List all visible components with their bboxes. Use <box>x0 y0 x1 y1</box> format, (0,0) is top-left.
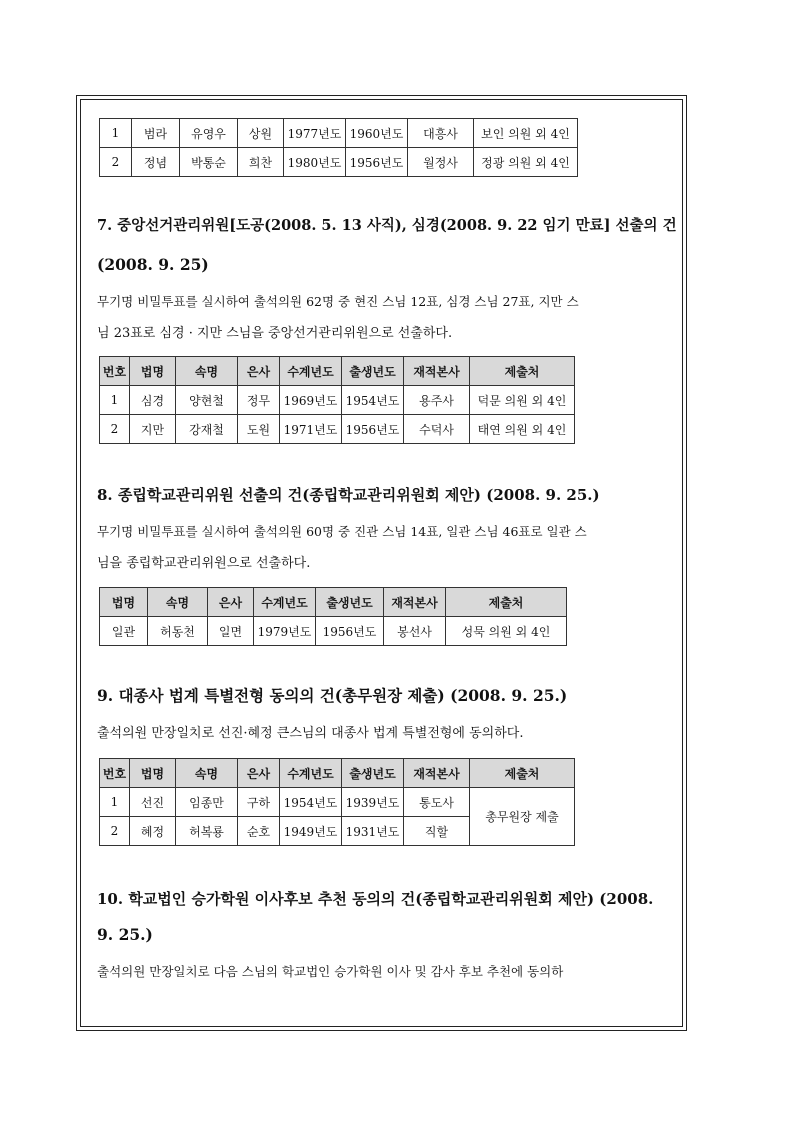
column-header: 법명 <box>130 357 176 386</box>
cell: 1931년도 <box>342 817 404 846</box>
column-header: 출생년도 <box>342 759 404 788</box>
column-header: 속명 <box>176 357 238 386</box>
section-10-paragraph: 출석의원 만장일치로 다음 스님의 학교법인 승가학원 이사 및 감사 후보 추천에 동의하 <box>97 964 564 979</box>
column-header: 수계년도 <box>280 357 342 386</box>
table-1 <box>99 118 578 177</box>
column-header: 재적본사 <box>404 759 470 788</box>
section-8-paragraph-cont: 님을 종립학교관리위원으로 선출하다. <box>97 556 311 571</box>
section-10-heading: 10. 학교법인 승가학원 이사후보 추천 동의의 건(종립학교관리위원회 제안) (2008. <box>97 890 654 908</box>
table-row <box>100 119 578 148</box>
cell: 월정사 <box>408 148 474 177</box>
cell: 일면 <box>208 617 254 646</box>
cell: 수덕사 <box>404 415 470 444</box>
cell: 선진 <box>130 788 176 817</box>
cell: 1971년도 <box>280 415 342 444</box>
cell: 박통순 <box>180 148 238 177</box>
column-header: 수계년도 <box>280 759 342 788</box>
section-7-heading: 7. 중앙선거관리위원[도공(2008. 5. 13 사직), 심경(2008. 9. 22 임기 만료] 선출의 건 <box>97 217 677 234</box>
cell: 2 <box>100 148 132 177</box>
cell: 유영우 <box>180 119 238 148</box>
column-header: 은사 <box>238 759 280 788</box>
table-row <box>100 386 575 415</box>
section-9-paragraph: 출석의원 만장일치로 선진·혜정 큰스님의 대종사 법계 특별전형에 동의하다. <box>97 726 524 741</box>
table-header-row <box>100 759 575 788</box>
column-header: 출생년도 <box>316 588 384 617</box>
table-sec7 <box>99 356 575 444</box>
cell: 정무 <box>238 386 280 415</box>
column-header: 은사 <box>208 588 254 617</box>
cell: 태연 의원 외 4인 <box>470 415 575 444</box>
column-header: 출생년도 <box>342 357 404 386</box>
table-row <box>100 788 575 817</box>
cell: 1949년도 <box>280 817 342 846</box>
cell: 1 <box>100 119 132 148</box>
table-row <box>100 148 578 177</box>
cell: 대흥사 <box>408 119 474 148</box>
table-row <box>100 415 575 444</box>
column-header: 속명 <box>148 588 208 617</box>
section-8-heading: 8. 종립학교관리위원 선출의 건(종립학교관리위원회 제안) (2008. 9. 25.) <box>97 486 600 504</box>
column-header: 은사 <box>238 357 280 386</box>
cell: 2 <box>100 415 130 444</box>
cell: 임종만 <box>176 788 238 817</box>
cell: 허동천 <box>148 617 208 646</box>
cell: 1 <box>100 386 130 415</box>
table-sec9 <box>99 758 575 846</box>
cell: 덕문 의원 외 4인 <box>470 386 575 415</box>
cell: 1960년도 <box>346 119 408 148</box>
cell: 1977년도 <box>284 119 346 148</box>
cell: 상원 <box>238 119 284 148</box>
section-8-paragraph: 무기명 비밀투표를 실시하여 출석의원 60명 중 진관 스님 14표, 일관 스님 46표로 일관 스 <box>97 524 587 539</box>
cell: 강재철 <box>176 415 238 444</box>
cell: 1956년도 <box>342 415 404 444</box>
column-header: 법명 <box>100 588 148 617</box>
column-header: 제출처 <box>470 759 575 788</box>
cell: 용주사 <box>404 386 470 415</box>
column-header: 재적본사 <box>384 588 446 617</box>
cell: 봉선사 <box>384 617 446 646</box>
section-9-heading: 9. 대종사 법계 특별전형 동의의 건(총무원장 제출) (2008. 9. 25.) <box>97 686 568 705</box>
cell: 1 <box>100 788 130 817</box>
cell: 양현철 <box>176 386 238 415</box>
cell: 도원 <box>238 415 280 444</box>
column-header: 번호 <box>100 357 130 386</box>
cell: 1939년도 <box>342 788 404 817</box>
cell: 1954년도 <box>342 386 404 415</box>
section-7-paragraph-cont: 님 23표로 심경 · 지만 스님을 중앙선거관리위원으로 선출하다. <box>97 326 453 341</box>
table-row <box>100 617 567 646</box>
section-7-paragraph: 무기명 비밀투표를 실시하여 출석의원 62명 중 현진 스님 12표, 심경 스님 27표, 지만 스 <box>97 294 579 309</box>
table-header-row <box>100 357 575 386</box>
cell: 1954년도 <box>280 788 342 817</box>
section-7-heading-date: (2008. 9. 25) <box>97 255 209 274</box>
cell: 1969년도 <box>280 386 342 415</box>
cell: 희찬 <box>238 148 284 177</box>
cell: 2 <box>100 817 130 846</box>
cell: 직할 <box>404 817 470 846</box>
cell: 정념 <box>132 148 180 177</box>
cell: 범라 <box>132 119 180 148</box>
cell: 성묵 의원 외 4인 <box>446 617 567 646</box>
cell: 1979년도 <box>254 617 316 646</box>
cell: 1980년도 <box>284 148 346 177</box>
column-header: 속명 <box>176 759 238 788</box>
cell: 보인 의원 외 4인 <box>474 119 578 148</box>
table-header-row <box>100 588 567 617</box>
cell: 통도사 <box>404 788 470 817</box>
column-header: 제출처 <box>470 357 575 386</box>
column-header: 번호 <box>100 759 130 788</box>
cell: 구하 <box>238 788 280 817</box>
cell: 정광 의원 외 4인 <box>474 148 578 177</box>
cell: 1956년도 <box>346 148 408 177</box>
cell: 혜정 <box>130 817 176 846</box>
cell: 순호 <box>238 817 280 846</box>
cell: 허복룡 <box>176 817 238 846</box>
column-header: 제출처 <box>446 588 567 617</box>
cell: 일관 <box>100 617 148 646</box>
merged-submitter-cell: 총무원장 제출 <box>470 788 575 846</box>
cell: 심경 <box>130 386 176 415</box>
column-header: 법명 <box>130 759 176 788</box>
column-header: 수계년도 <box>254 588 316 617</box>
column-header: 재적본사 <box>404 357 470 386</box>
cell: 지만 <box>130 415 176 444</box>
section-10-heading-date: 9. 25.) <box>97 925 153 944</box>
cell: 1956년도 <box>316 617 384 646</box>
table-sec8 <box>99 587 567 646</box>
